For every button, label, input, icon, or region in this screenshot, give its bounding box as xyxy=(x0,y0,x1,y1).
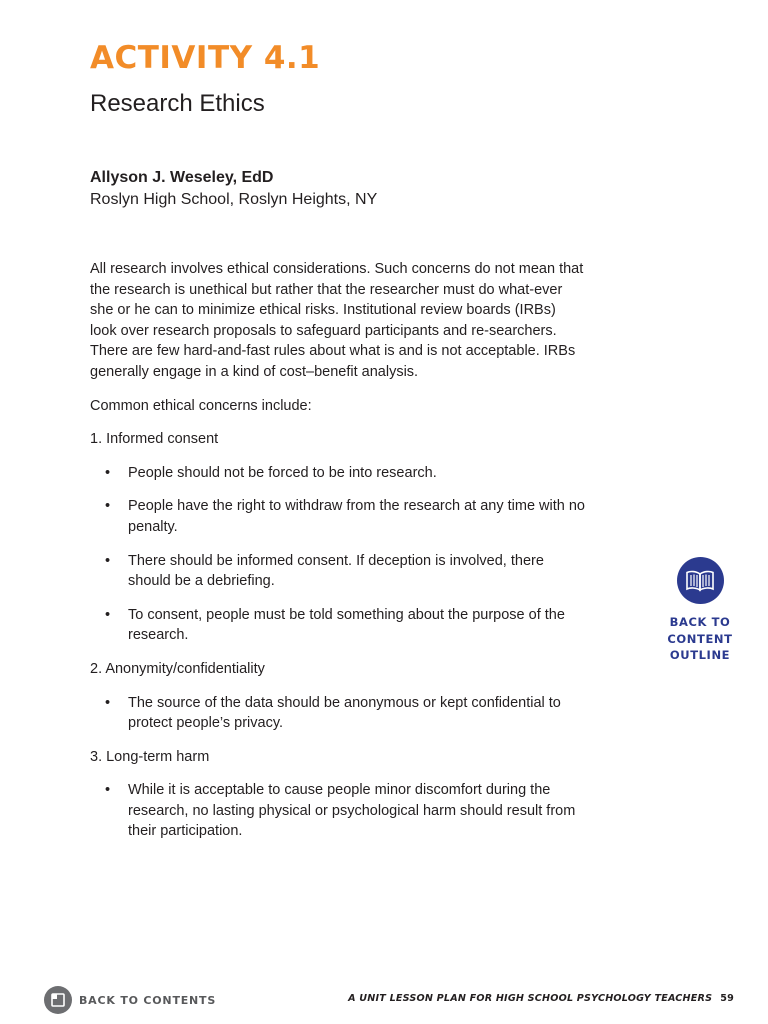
bullet-list xyxy=(90,463,586,646)
bullet-list xyxy=(90,780,586,842)
footer xyxy=(348,993,734,1004)
bullet-icon: • xyxy=(105,498,111,515)
outline-label-line[interactable]: CONTENT xyxy=(667,631,733,646)
list-item-text: There should be informed consent. If deception is involved, there should be a debriefing. xyxy=(128,552,544,590)
page-number: 59 xyxy=(720,993,734,1004)
back-to-content-outline-link[interactable] xyxy=(664,557,736,664)
page-title: Research Ethics xyxy=(90,90,265,117)
back-to-contents-label[interactable]: BACK TO CONTENTS xyxy=(79,993,217,1007)
bullet-icon: • xyxy=(105,464,111,481)
bullet-icon: • xyxy=(105,606,111,623)
section-heading: 3. Long-term harm xyxy=(90,748,210,765)
bullet-icon: • xyxy=(105,552,111,569)
author-name: Allyson J. Weseley, EdD xyxy=(90,169,274,186)
book-icon[interactable] xyxy=(677,557,724,604)
list-item xyxy=(90,780,586,842)
list-item-text: People have the right to withdraw from the research at any time with no penalty. xyxy=(128,498,585,535)
list-item xyxy=(90,496,586,537)
bullet-list xyxy=(90,693,586,734)
list-item xyxy=(90,463,586,484)
lead-paragraph: Common ethical concerns include: xyxy=(90,397,312,414)
list-item-text: While it is acceptable to cause people minor discomfort during the research, no lasting physical or psychological harm should result from their participation. xyxy=(128,782,576,840)
bullet-icon: • xyxy=(105,694,111,711)
intro-paragraph: All research involves ethical considerations. Such concerns do not mean that the research is unethical but rather that the researcher must do what-ever she or he can to minimize ethical risks. Institutional review boards (IRBs) look over research proposals to safeguard participants and re-searchers. There are few hard-and-fast rules about what is and is not acceptable. IRBs generally engage in a kind of cost–benefit analysis. xyxy=(90,261,584,380)
list-item-text: People should not be forced to be into research. xyxy=(128,464,437,481)
section-heading: 2. Anonymity/confidentiality xyxy=(90,660,265,677)
footer-title: A UNIT LESSON PLAN FOR HIGH SCHOOL PSYCHOLOGY TEACHERS xyxy=(348,993,713,1004)
outline-label-line[interactable]: OUTLINE xyxy=(669,648,731,662)
list-item-text: The source of the data should be anonymous or kept confidential to protect people’s privacy. xyxy=(128,694,561,732)
author-affiliation: Roslyn High School, Roslyn Heights, NY xyxy=(90,191,378,208)
list-item xyxy=(90,605,586,646)
back-to-contents-link[interactable] xyxy=(44,985,216,1015)
list-item xyxy=(90,551,586,592)
contents-icon[interactable] xyxy=(44,986,72,1014)
outline-label-line[interactable]: BACK TO xyxy=(669,615,731,629)
bullet-icon: • xyxy=(105,782,111,799)
section-heading: 1. Informed consent xyxy=(90,431,219,448)
article-body xyxy=(90,259,586,855)
list-item-text: To consent, people must be told something about the purpose of the research. xyxy=(128,606,565,644)
activity-title: ACTIVITY 4.1 xyxy=(90,40,321,76)
back-to-content-outline-label[interactable] xyxy=(664,614,736,664)
list-item xyxy=(90,693,586,734)
